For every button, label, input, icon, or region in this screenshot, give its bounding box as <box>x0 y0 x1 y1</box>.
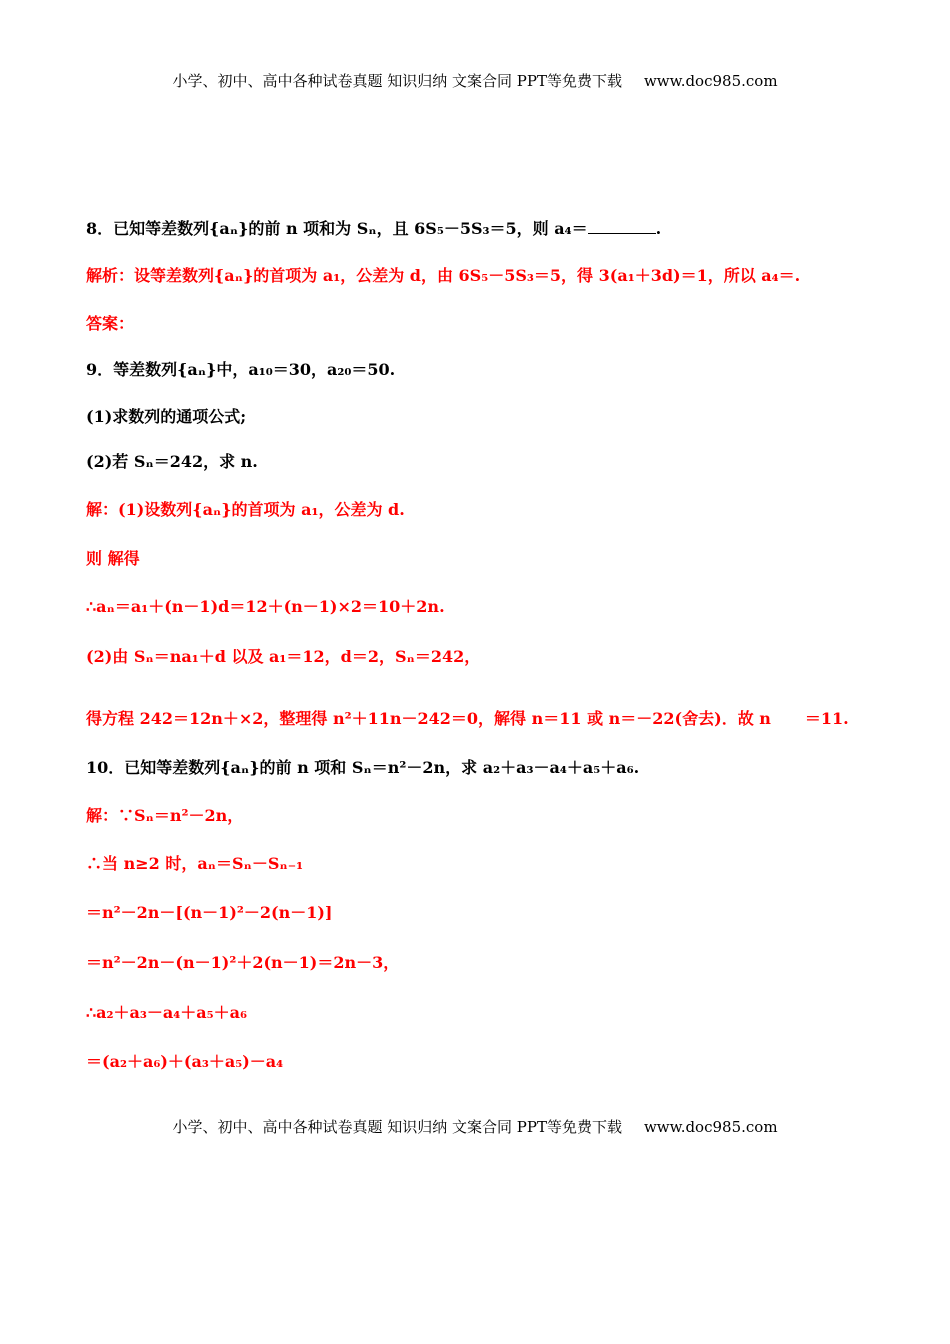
q10-sol3: ＝n²－2n－[(n－1)²－2(n－1)] <box>86 903 333 922</box>
q10-question: 10．已知等差数列{aₙ}的前 n 项和 Sₙ＝n²－2n，求 a₂＋a₃－a₄＋a₅＋a₆. <box>86 758 640 777</box>
q8-analysis: 解析：设等差数列{aₙ}的首项为 a₁，公差为 d，由 6S₅－5S₃＝5，得 3(a₁＋3d)＝1，所以 a₄＝. <box>86 266 801 285</box>
q9-sol5: 得方程 242＝12n＋×2，整理得 n²＋11n－242＝0，解得 n＝11 或 n＝－22(舍去)．故 n ＝11. <box>86 709 849 728</box>
q9-part2: (2)若 Sₙ＝242，求 n. <box>86 452 258 471</box>
q9-question: 9．等差数列{aₙ}中，a₁₀＝30，a₂₀＝50. <box>86 360 396 379</box>
q9-part1: (1)求数列的通项公式; <box>86 407 247 426</box>
header-site[interactable]: www.doc985.com <box>643 72 778 90</box>
footer-site[interactable]: www.doc985.com <box>643 1118 778 1136</box>
page-header <box>0 70 950 91</box>
q9-sol1: 解：(1)设数列{aₙ}的首项为 a₁，公差为 d. <box>86 500 405 519</box>
answer-blank <box>588 219 656 234</box>
q10-sol2: ∴当 n≥2 时，aₙ＝Sₙ－Sₙ₋₁ <box>86 854 304 873</box>
q9-sol4: (2)由 Sₙ＝na₁＋d 以及 a₁＝12，d＝2，Sₙ＝242， <box>86 647 481 666</box>
q8-answer: 答案： <box>86 314 135 333</box>
header-text: 小学、初中、高中各种试卷真题 知识归纳 文案合同 PPT等免费下载 <box>172 72 622 90</box>
q9-sol2: 则 解得 <box>86 549 140 568</box>
q9-sol3: ∴aₙ＝a₁＋(n－1)d＝12＋(n－1)×2＝10＋2n. <box>86 597 445 616</box>
page-footer <box>0 1116 950 1137</box>
q10-sol1: 解：∵Sₙ＝n²－2n， <box>86 806 244 825</box>
q10-sol4: ＝n²－2n－(n－1)²＋2(n－1)＝2n－3， <box>86 953 400 972</box>
q10-sol5: ∴a₂＋a₃－a₄＋a₅＋a₆ <box>86 1003 248 1022</box>
q10-sol6: ＝(a₂＋a₆)＋(a₃＋a₅)－a₄ <box>86 1052 284 1071</box>
q8-question: 8．已知等差数列{aₙ}的前 n 项和为 Sₙ，且 6S₅－5S₃＝5，则 a₄＝ . <box>86 219 662 238</box>
footer-text: 小学、初中、高中各种试卷真题 知识归纳 文案合同 PPT等免费下载 <box>172 1118 622 1136</box>
